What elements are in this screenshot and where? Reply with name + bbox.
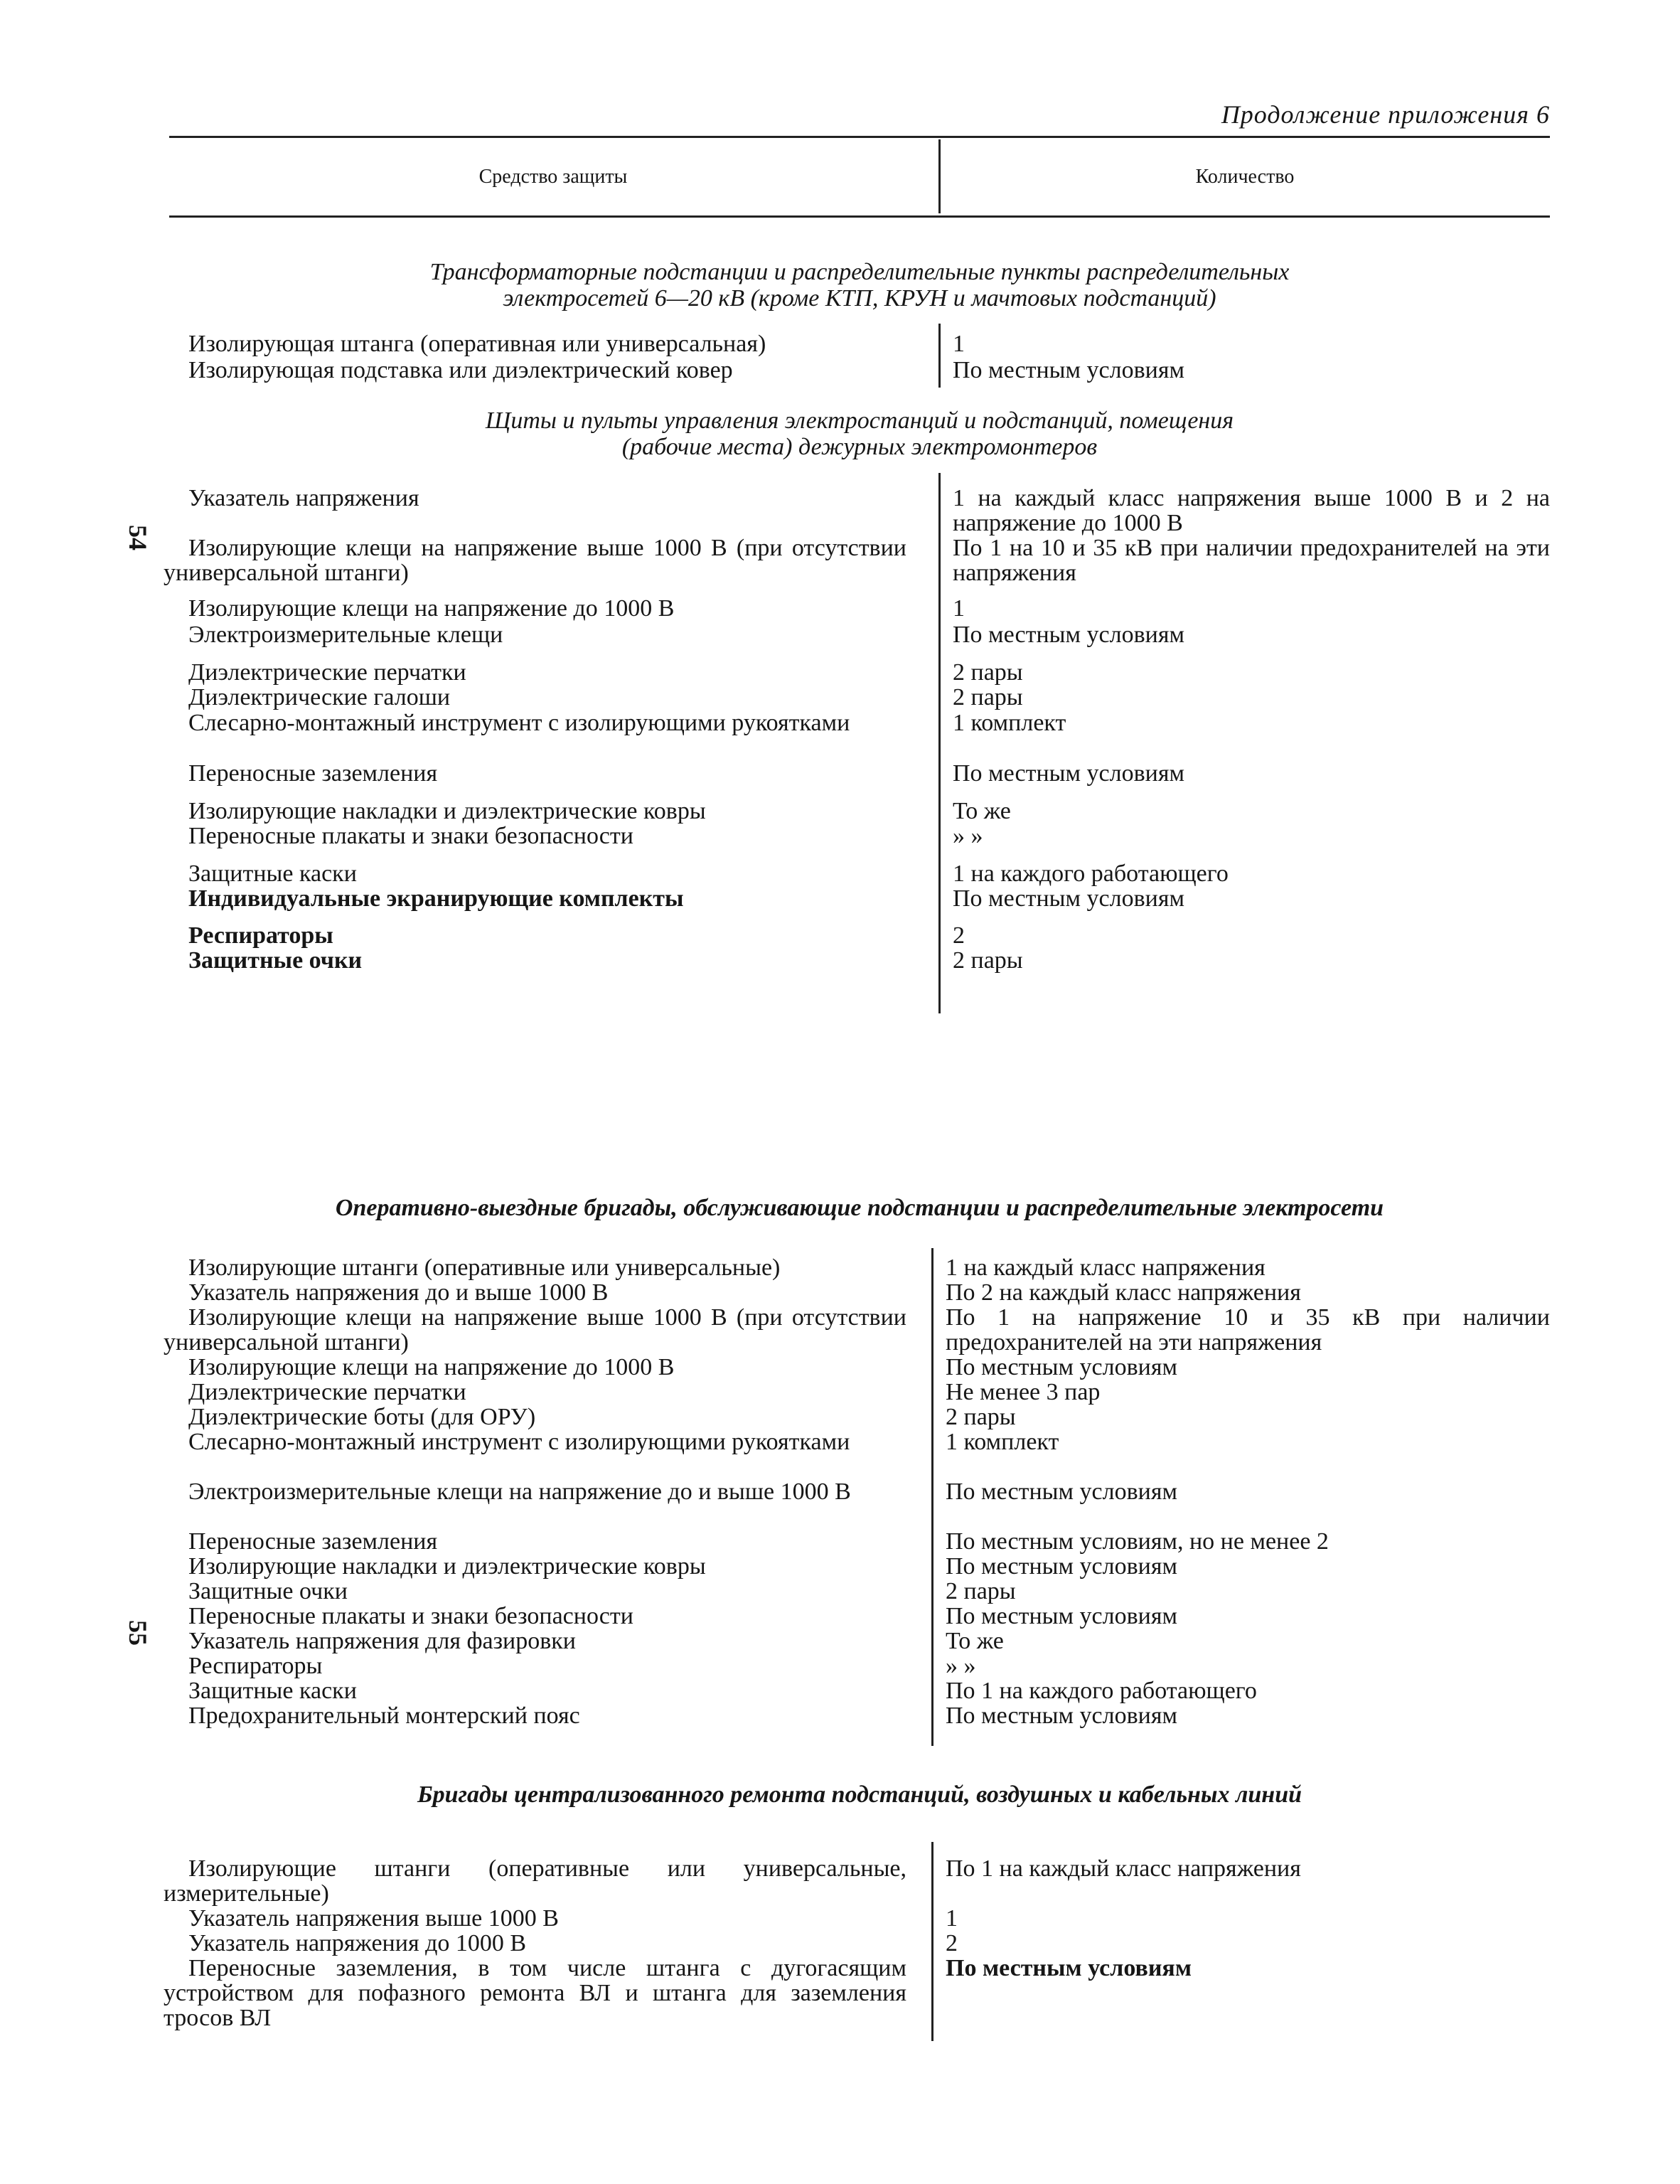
table-top-rule [169, 136, 1550, 138]
item-cell: Изолирующая штанга (оперативная или универсальная) [188, 331, 766, 357]
item-cell: Респираторы [188, 922, 333, 949]
item-cell: Указатель напряжения до и выше 1000 В [188, 1279, 609, 1306]
column-divider [938, 324, 941, 388]
item-cell: Респираторы [188, 1653, 323, 1679]
quantity-cell: 2 [953, 922, 965, 949]
quantity-cell: По 1 на 10 и 35 кВ при наличии предохранителей на эти напряжения [953, 535, 1550, 586]
quantity-cell: По местным условиям [946, 1955, 1192, 1981]
item-cell: Указатель напряжения [188, 485, 419, 511]
item-cell: Защитные очки [188, 947, 363, 974]
item-cell: Переносные заземления [188, 1528, 438, 1555]
item-cell: Защитные каски [188, 1678, 357, 1704]
item-cell: Указатель напряжения для фазировки [188, 1628, 576, 1654]
item-cell: Диэлектрические боты (для ОРУ) [188, 1404, 536, 1430]
section-heading [169, 1781, 1550, 1808]
quantity-cell: 2 пары [953, 659, 1023, 686]
quantity-cell: По местным условиям [946, 1703, 1177, 1729]
item-cell: Изолирующие клещи на напряжение выше 1000 В (при отсутствии универсальной штанги) [164, 1304, 906, 1355]
quantity-cell: По местным условиям [946, 1479, 1177, 1505]
quantity-cell: По местным условиям [953, 885, 1184, 912]
section-heading-line: Трансформаторные подстанции и распределительные пункты распределительных [429, 259, 1290, 285]
quantity-cell: » » [953, 823, 983, 849]
quantity-cell: 1 [953, 595, 965, 622]
item-cell: Переносные плакаты и знаки безопасности [188, 1603, 633, 1629]
item-cell: Изолирующие накладки и диэлектрические ковры [188, 798, 706, 824]
page-number-lower: 55 [124, 1620, 152, 1646]
column-header-quantity: Количество [1195, 166, 1295, 188]
quantity-cell: 1 [946, 1905, 958, 1932]
item-cell: Указатель напряжения до 1000 В [188, 1930, 527, 1956]
item-cell: Переносные плакаты и знаки безопасности [188, 823, 633, 849]
item-cell: Изолирующие штанги (оперативные или универсальные, измерительные) [164, 1855, 906, 1907]
item-cell: Защитные каски [188, 861, 357, 887]
quantity-cell: По 2 на каждый класс напряжения [946, 1279, 1301, 1306]
quantity-cell: По 1 на каждый класс напряжения [946, 1855, 1301, 1882]
item-cell: Изолирующие накладки и диэлектрические ковры [188, 1553, 706, 1580]
quantity-cell: То же [953, 798, 1011, 824]
item-cell: Переносные заземления, в том числе штанга с дугогасящим устройством для пофазного ремонта ВЛ и штанга для заземления тросов ВЛ [164, 1955, 906, 2031]
column-divider [931, 1842, 933, 2041]
item-cell: Диэлектрические галоши [188, 684, 451, 710]
quantity-cell: По местным условиям [953, 622, 1184, 648]
section-heading-line: Бригады централизованного ремонта подстанций, воздушных и кабельных линий [417, 1781, 1302, 1808]
quantity-cell: По 1 на напряжение 10 и 35 кВ при наличии предохранителей на эти напряжения [946, 1304, 1550, 1355]
quantity-cell: По местным условиям [953, 357, 1184, 383]
section-heading-line: Оперативно-выездные бригады, обслуживающие подстанции и распределительные электросети [335, 1195, 1384, 1221]
column-header-protection-means: Средство защиты [478, 166, 628, 188]
quantity-cell: 1 на каждого работающего [953, 861, 1229, 887]
quantity-cell: 2 пары [953, 947, 1023, 974]
section-heading-line: Щиты и пульты управления электростанций и подстанций, помещения [485, 407, 1234, 434]
quantity-cell: 2 пары [946, 1578, 1016, 1604]
header-column-divider [938, 139, 941, 213]
item-cell: Диэлектрические перчатки [188, 659, 466, 686]
item-cell: Электроизмерительные клещи на напряжение до и выше 1000 В [188, 1479, 851, 1505]
quantity-cell: 1 комплект [946, 1429, 1059, 1455]
item-cell: Изолирующие клещи на напряжение выше 1000 В (при отсутствии универсальной штанги) [164, 535, 906, 586]
quantity-cell: 1 на каждый класс напряжения [946, 1255, 1266, 1281]
item-cell: Изолирующие штанги (оперативные или универсальные) [188, 1255, 781, 1281]
column-divider [938, 473, 941, 1013]
item-cell: Переносные заземления [188, 760, 438, 787]
quantity-cell: То же [946, 1628, 1004, 1654]
item-cell: Защитные очки [188, 1578, 348, 1604]
continuation-label: Продолжение приложения 6 [1221, 100, 1550, 129]
item-cell: Электроизмерительные клещи [188, 622, 503, 648]
quantity-cell: По местным условиям [946, 1603, 1177, 1629]
item-cell: Указатель напряжения выше 1000 В [188, 1905, 559, 1932]
item-cell: Изолирующие клещи на напряжение до 1000 В [188, 595, 675, 622]
quantity-cell: 2 пары [946, 1404, 1016, 1430]
item-cell: Слесарно-монтажный инструмент с изолирующими рукоятками [188, 1429, 850, 1455]
quantity-cell: 1 комплект [953, 710, 1066, 736]
quantity-cell: 2 [946, 1930, 958, 1956]
item-cell: Диэлектрические перчатки [188, 1379, 466, 1405]
section-heading-line: (рабочие места) дежурных электромонтеров [621, 434, 1098, 460]
header-bottom-rule [169, 215, 1550, 218]
quantity-cell: Не менее 3 пар [946, 1379, 1101, 1405]
quantity-cell: По местным условиям [953, 760, 1184, 787]
item-cell: Индивидуальные экранирующие комплекты [188, 885, 684, 912]
quantity-cell: По местным условиям [946, 1553, 1177, 1580]
item-cell: Предохранительный монтерский пояс [188, 1703, 580, 1729]
quantity-cell: 1 на каждый класс напряжения выше 1000 В и 2 на напряжение до 1000 В [953, 485, 1550, 536]
quantity-cell: 1 [953, 331, 965, 357]
quantity-cell: По местным условиям [946, 1354, 1177, 1380]
item-cell: Слесарно-монтажный инструмент с изолирующими рукоятками [188, 710, 850, 736]
section-heading [169, 259, 1550, 311]
section-heading-line: электросетей 6—20 кВ (кроме КТП, КРУН и мачтовых подстанций) [503, 285, 1216, 311]
quantity-cell: 2 пары [953, 684, 1023, 710]
column-divider [931, 1248, 933, 1746]
section-heading [169, 1195, 1550, 1221]
page-number-upper: 54 [124, 525, 152, 550]
quantity-cell: По местным условиям, но не менее 2 [946, 1528, 1329, 1555]
item-cell: Изолирующая подставка или диэлектрический ковер [188, 357, 733, 383]
item-cell: Изолирующие клещи на напряжение до 1000 В [188, 1354, 675, 1380]
quantity-cell: » » [946, 1653, 976, 1679]
quantity-cell: По 1 на каждого работающего [946, 1678, 1257, 1704]
section-heading [169, 407, 1550, 460]
